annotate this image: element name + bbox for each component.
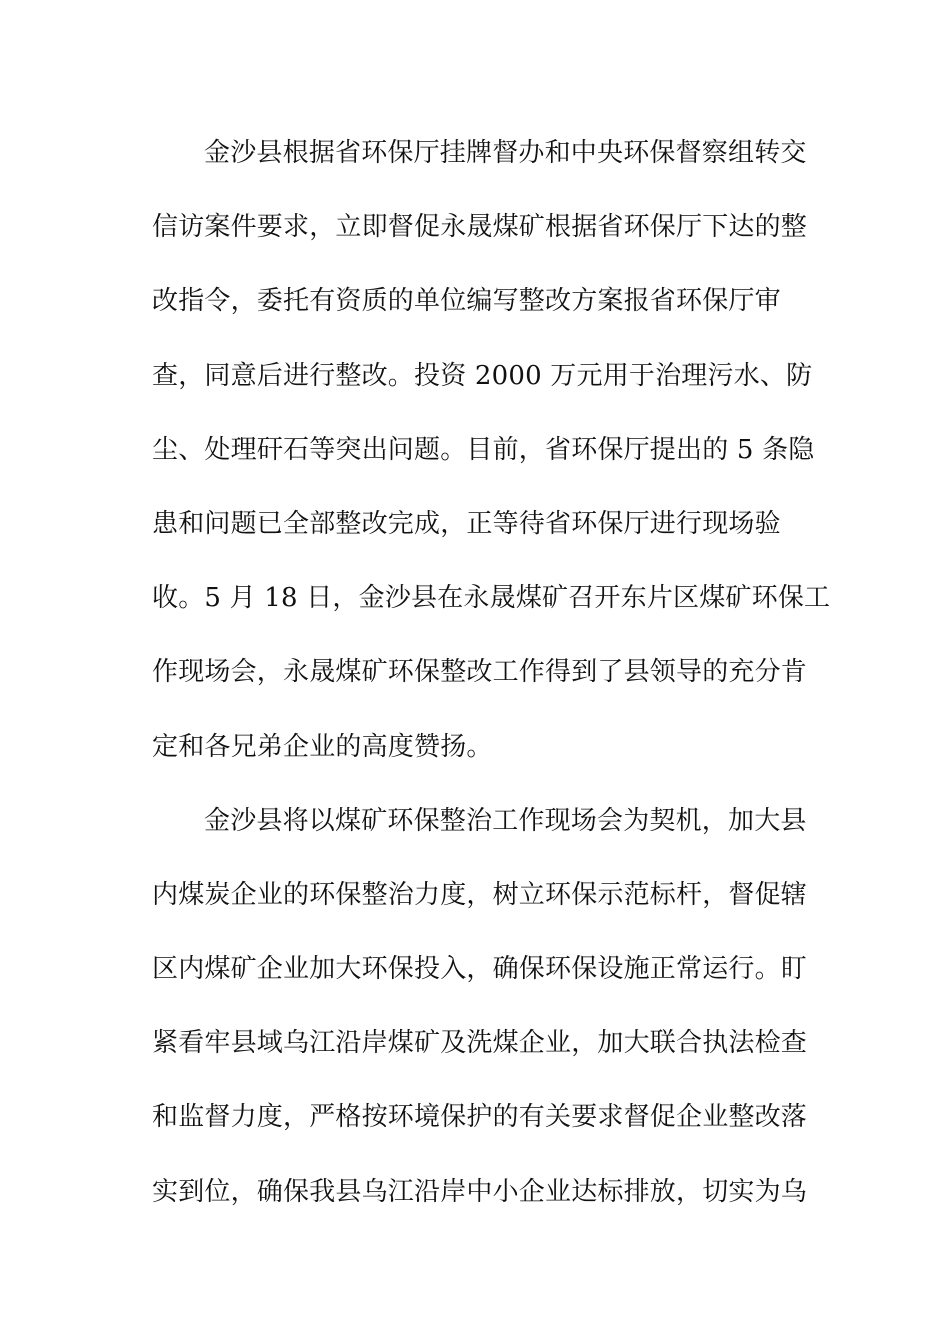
text-line: 信访案件要求，立即督促永晟煤矿根据省环保厅下达的整 — [152, 212, 808, 243]
text-line: 患和问题已全部整改完成，正等待省环保厅进行现场验 — [152, 508, 781, 539]
paragraph-2 — [152, 798, 808, 1243]
text-line: 区内煤矿企业加大环保投入，确保环保设施正常运行。盯 — [152, 954, 808, 985]
text-line: 金沙县根据省环保厅挂牌督办和中央环保督察组转交 — [204, 138, 807, 168]
paragraph-1 — [152, 130, 831, 798]
body-text — [152, 130, 831, 1243]
text-line: 作现场会，永晟煤矿环保整改工作得到了县领导的充分肯 — [152, 657, 808, 688]
text-line: 和监督力度，严格按环境保护的有关要求督促企业整改落 — [152, 1102, 808, 1133]
text-line: 收。5 月 18 日，金沙县在永晟煤矿召开东片区煤矿环保工 — [152, 583, 831, 614]
text-line: 内煤炭企业的环保整治力度，树立环保示范标杆，督促辖 — [152, 879, 808, 910]
text-line: 尘、处理矸石等突出问题。目前，省环保厅提出的 5 条隐 — [152, 434, 815, 465]
text-line: 定和各兄弟企业的高度赞扬。 — [152, 731, 493, 762]
text-line: 实到位，确保我县乌江沿岸中小企业达标排放，切实为乌 — [152, 1176, 808, 1207]
text-line: 查，同意后进行整改。投资 2000 万元用于治理污水、防 — [152, 360, 813, 391]
text-line: 紧看牢县域乌江沿岸煤矿及洗煤企业，加大联合执法检查 — [152, 1028, 808, 1059]
text-line: 金沙县将以煤矿环保整治工作现场会为契机，加大县 — [204, 805, 807, 836]
text-line: 改指令，委托有资质的单位编写整改方案报省环保厅审 — [152, 286, 781, 317]
